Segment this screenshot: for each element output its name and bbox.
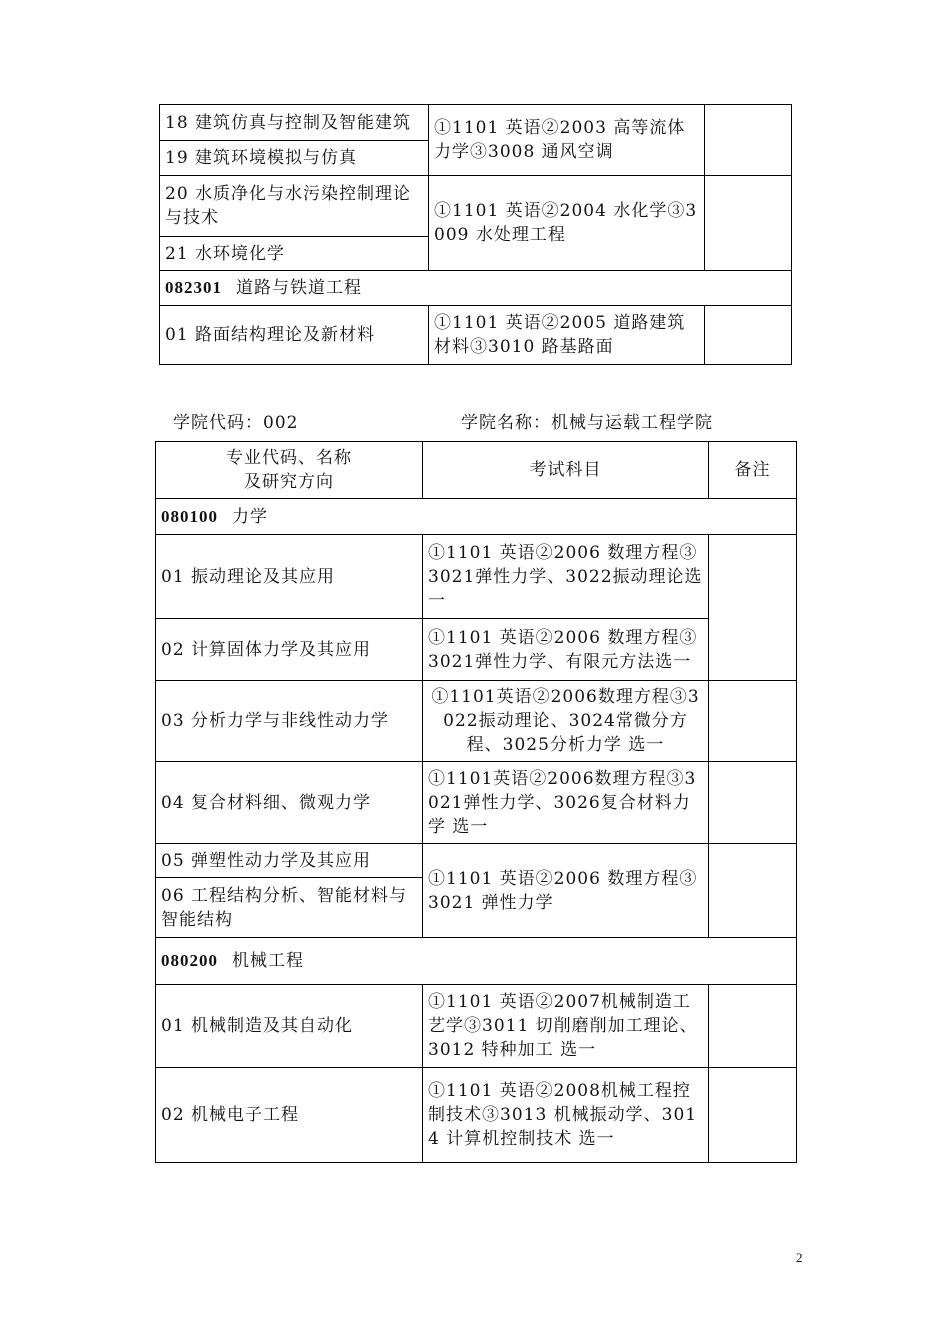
subjects-cell: ①1101英语②2006数理方程③3022振动理论、3024常微分方程、3025分析力学 选一	[423, 681, 709, 762]
header-major-line1: 专业代码、名称	[226, 448, 352, 468]
major-code: 080100	[161, 506, 218, 526]
subjects-cell: ①1101 英语②2006 数理方程③3021弹性力学、有限元方法选一	[423, 619, 709, 681]
subjects-cell: ①1101 英语②2004 水化学③3009 水处理工程	[429, 176, 705, 271]
major-row	[156, 938, 797, 985]
subjects-cell: ①1101 英语②2003 高等流体力学③3008 通风空调	[429, 105, 705, 176]
direction-cell: 01 机械制造及其自动化	[156, 985, 423, 1068]
subjects-cell: ①1101 英语②2006 数理方程③3021 弹性力学	[423, 844, 709, 938]
major-name: 力学	[232, 506, 268, 527]
table-row	[160, 176, 792, 237]
direction-cell: 05 弹塑性动力学及其应用	[156, 844, 423, 878]
header-remark: 备注	[709, 442, 797, 499]
table-row	[160, 306, 792, 365]
major-heading	[160, 271, 792, 306]
direction-cell: 01 路面结构理论及新材料	[160, 306, 429, 365]
table-row	[156, 535, 797, 619]
table-row	[156, 762, 797, 844]
remark-cell	[709, 681, 797, 762]
college-code: 学院代码：002	[173, 413, 299, 433]
header-subjects: 考试科目	[423, 442, 709, 499]
major-row	[156, 499, 797, 535]
direction-cell: 01 振动理论及其应用	[156, 535, 423, 619]
direction-cell: 03 分析力学与非线性动力学	[156, 681, 423, 762]
remark-cell	[705, 306, 792, 365]
remark-cell	[705, 176, 792, 271]
college-name: 学院名称：机械与运载工程学院	[461, 413, 713, 433]
subjects-cell: ①1101 英语②2006 数理方程③3021弹性力学、3022振动理论选一	[423, 535, 709, 619]
table-header-row	[156, 442, 797, 499]
table-row	[156, 844, 797, 878]
subjects-cell: ①1101 英语②2007机械制造工艺学③3011 切削磨削加工理论、3012 特种加工 选一	[423, 985, 709, 1068]
major-name: 道路与铁道工程	[236, 278, 362, 298]
subjects-cell: ①1101 英语②2008机械工程控制技术③3013 机械振动学、3014 计算机控制技术 选一	[423, 1068, 709, 1163]
major-name: 机械工程	[232, 951, 304, 971]
remark-cell	[709, 535, 797, 681]
direction-cell: 06 工程结构分析、智能材料与智能结构	[156, 878, 423, 938]
direction-cell: 02 计算固体力学及其应用	[156, 619, 423, 681]
direction-cell: 04 复合材料细、微观力学	[156, 762, 423, 844]
page-number: 2	[796, 1250, 803, 1265]
remark-cell	[709, 844, 797, 938]
table-row	[156, 1068, 797, 1163]
header-major-line2: 及研究方向	[244, 472, 334, 492]
remark-cell	[709, 762, 797, 844]
direction-cell: 21 水环境化学	[160, 237, 429, 271]
header-major	[156, 442, 423, 499]
subjects-cell: ①1101 英语②2005 道路建筑材料③3010 路基路面	[429, 306, 705, 365]
remark-cell	[709, 1068, 797, 1163]
direction-cell: 18 建筑仿真与控制及智能建筑	[160, 105, 429, 141]
direction-cell: 19 建筑环境模拟与仿真	[160, 141, 429, 176]
table-row	[160, 105, 792, 141]
major-heading	[156, 499, 797, 535]
table-row	[156, 619, 797, 681]
exam-table-continued	[159, 104, 792, 365]
direction-cell: 02 机械电子工程	[156, 1068, 423, 1163]
table-row	[156, 681, 797, 762]
major-heading	[156, 938, 797, 985]
remark-cell	[705, 105, 792, 176]
major-code: 082301	[165, 278, 222, 297]
remark-cell	[709, 985, 797, 1068]
major-row	[160, 271, 792, 306]
subjects-cell: ①1101英语②2006数理方程③3021弹性力学、3026复合材料力学 选一	[423, 762, 709, 844]
direction-cell: 20 水质净化与水污染控制理论与技术	[160, 176, 429, 237]
major-code: 080200	[161, 951, 218, 970]
table-row	[156, 985, 797, 1068]
exam-table	[155, 441, 797, 1163]
